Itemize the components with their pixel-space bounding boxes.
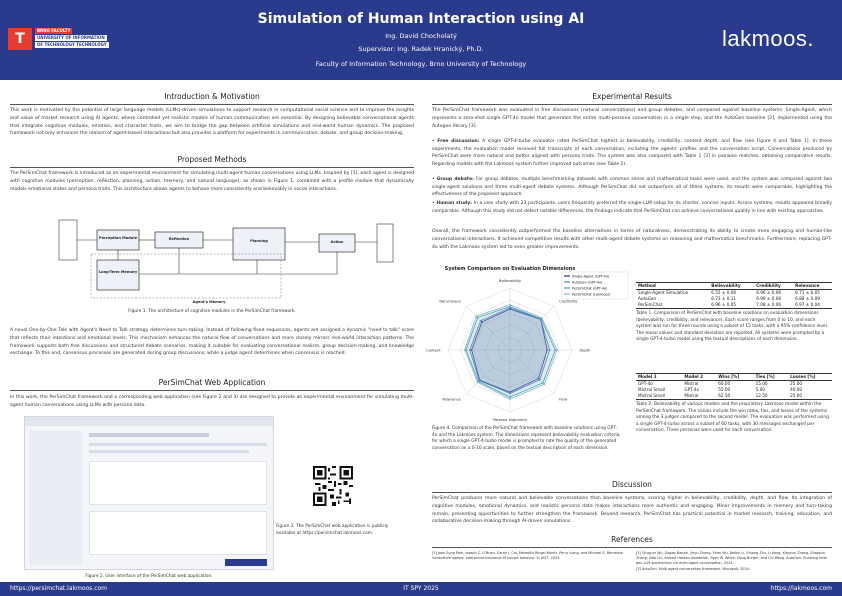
fit-logo-row: OF TECHNOLOGY TECHNOLOGY — [37, 42, 107, 47]
table-2-header-cell: Losses [%] — [790, 374, 816, 379]
planning-label: Planning — [250, 239, 268, 243]
table-row — [636, 302, 832, 309]
table-1-header-cell: Credibility — [756, 283, 781, 288]
table-cell: PerSimChat — [638, 302, 663, 307]
screenshot-topbar — [25, 417, 273, 426]
radar-point — [556, 349, 558, 351]
table-1-header-cell: Believability — [711, 283, 741, 288]
bullet-text: For group debates, multiple benchmarking datasets with common sense and mathematical tasks were used, and the system was compared against two single-agent solutions and three multi-agent debate systems. Although PerSimChat did not outperform all of these systems, its results were comparable, highlighting the effectiveness of the proposed approach. — [432, 177, 832, 197]
table-cell: GPT-4o — [638, 381, 653, 386]
screenshot-panel — [89, 461, 267, 505]
table-2-body — [636, 381, 832, 400]
footer-link-right[interactable]: https://lakmoos.com — [770, 585, 832, 592]
radar-chart — [426, 262, 632, 427]
supervisor: Supervisor: Ing. Radek Hranický, Ph.D. — [358, 45, 484, 53]
bullet-head: Group debate: — [436, 177, 474, 182]
radar-series-line — [465, 305, 557, 399]
legend-label: AutoGen (GPT-4o) — [572, 280, 603, 285]
radar-point — [509, 304, 511, 306]
table-1-caption: Table 1. Comparison of PerSimChat with baseline solutions on evaluation dimensions (believability, credibility, and relevance). Each score ranges from 0 to 10, and each system was run for three rounds using a subset of 15 tasks, with a 95% confidence level. The mean values and standard deviation are reported. All systems were prompted by a single GPT-4-turbo model using the textual descriptions of each dimension. — [636, 311, 829, 343]
table-cell: 40.00 — [790, 387, 803, 392]
radar-axis-label: Content — [426, 348, 441, 353]
radar-point — [509, 398, 511, 400]
radar-point — [475, 315, 477, 317]
table-2-caption: Table 2. Believability of various models and the proprietary Lakmoos model within the PerSimChat framework. The values include the win rates, ties, and losses of the systems among the 3 judges compared to the second model. The evaluation was performed using a single GPT-4-turbo across a subset of 60 tasks, with 30 messages exchanged per conversation. Three personas were used for each conversation. — [636, 402, 829, 434]
table-1 — [636, 282, 832, 309]
table-cell: 6.55 ± 0.06 — [711, 290, 737, 295]
screenshot-line — [89, 450, 249, 453]
methods-text: The PerSimChat framework is introduced as an experimental environment for simulating multi-agent human conversations using LLMs. Inspired by [1], each agent is designed with cognitive modules (perception, reflection, planning, action, memory, and natural language), as shown in Figure 1, combined with a profile module that dynamically models emotional states and persona traits. This architecture allows agents to behave more consistently and believably in social interactions. — [10, 171, 414, 192]
screenshot-line — [89, 443, 267, 446]
table-cell: 6.71 ± 0.05 — [795, 290, 820, 295]
table-cell: 12.50 — [755, 393, 768, 398]
table-cell: 6.99 ± 0.08 — [756, 296, 782, 301]
fit-logo-mark: T — [8, 28, 32, 50]
table-cell: 6.96 ± 0.05 — [711, 302, 737, 307]
chart-legend — [562, 272, 628, 299]
results-intro: The PerSimChat framework was evaluated in free discussions (natural conversations) and group debates, and compared against baseline systems: Single-Agent, which represents a zero-shot single GPT-4o model that generates the entire multi-persona conversation in a single step, and the AutoGen baseline [2], implemented using the Autogen library [3]. — [432, 108, 832, 129]
table-cell: GPT-4o — [684, 387, 700, 392]
table-cell: 62.50 — [718, 393, 731, 398]
table-2-header-cell: Ties [%] — [755, 374, 775, 379]
radar-point — [477, 382, 479, 384]
reference-1: [1] Joon Sung Park, Joseph C. O'Brien, Carrie J. Cai, Meredith Ringel Morris, Percy Liang, and Michael S. Bernstein. Generative agents: Interactive simulacra of human behavior. In UIST, 2023. — [432, 551, 624, 561]
turn-taking-text: A novel One-by-One Talk with Agent's Need to Talk strategy determines turn-taking. Instead of following fixed sequences, agents are assigned a dynamic "need to talk" score that reflects their intentions and emotional levels. This mechanism enhances the natural flow of conversations and more closely mirrors real-world interaction patterns. The framework supports both free discussions and structured debate scenarios, making it suitable for evaluating conversational realism, group decision-making, and knowledge exchange. To this end, consensus processes are generated during group discussions, while a judge agent determines when consensus is reached. — [10, 328, 414, 357]
figure-3-caption: Figure 3. The PerSimChat web application is publicly available at https://persimchat.lakmoos.com. — [276, 524, 389, 536]
radar-axis-label: Depth — [579, 348, 591, 353]
webapp-title: PerSimChat Web Application — [158, 378, 266, 387]
intro-title: Introduction & Motivation — [164, 92, 260, 101]
radar-axis-label: Believability — [498, 279, 522, 284]
radar-point — [543, 383, 545, 385]
figure-1-caption: Figure 1. The architecture of cognitive modules in the PerSimChat framework. — [128, 309, 296, 314]
table-row — [636, 393, 832, 400]
table-cell: 25.00 — [790, 381, 803, 386]
table-cell: Mistral Small — [638, 393, 666, 398]
bullet-free-discussion: • Free discussion: A single GPT-4-turbo evaluator rated PerSimChat highest in believability, credibility, content depth, and flow (see Figure 4 and Table 1). In these experiments, the evaluation model received full transcripts of each conversation, including the agents' profiles and the conversation script. Conversations produced by PerSimChat were more natural and better aligned with persona traits. The system was also compared with Table 1 [3] in pairwise matches, obtaining comparative results. Regarding models with the Lakmoos system further improved outcomes (see Table 2). — [432, 139, 832, 167]
memory-label: Long-Term Memory — [98, 270, 138, 274]
lakmoos-logo: lakmoos. — [721, 26, 814, 51]
agent-memory-label: Agent's Memory — [192, 300, 226, 304]
divider — [432, 104, 832, 105]
table-1-header — [636, 283, 832, 290]
bullet-human-study: • Human study: In a user study with 23 participants, users frequently preferred the single-LLM setup for its shorter, concise inputs. Across systems, results appeared broadly comparable. Although this study did not detect notable differences, the findings indicate that PerSimChat can achieve conversational quality in line with existing approaches. — [432, 201, 833, 214]
table-cell: 6.88 ± 0.09 — [795, 296, 820, 301]
table-cell: Mistral — [684, 393, 699, 398]
footer-center: IT SPY 2025 — [403, 585, 439, 592]
results-title: Experimental Results — [592, 92, 672, 101]
table-cell: 5.00 — [755, 387, 765, 392]
architecture-diagram — [57, 212, 397, 308]
references-title: References — [611, 535, 653, 544]
poster-title: Simulation of Human Interaction using AI — [257, 11, 585, 27]
radar-point — [464, 349, 466, 351]
fit-logo-row: UNIVERSITY OF INFORMATION — [37, 35, 105, 40]
faculty: Faculty of Information Technology, Brno University of Technology — [315, 60, 527, 68]
screenshot-button — [225, 559, 267, 566]
bullet-head: Free discussion: — [437, 139, 480, 144]
figure-4-caption: Figure 4. Comparison of the PerSimChat framework with baseline solutions using GPT-4o and the Lakmoos system. The dimensions represent believability evaluation criteria, for which a single GPT-4-turbo model is prompted to rate the quality of the generated conversation on a 0-10 scale, based on the textual description of each dimension. — [432, 426, 621, 451]
radar-axis-label: Flow — [559, 397, 568, 402]
footer-link-left[interactable]: https://persimchat.lakmoos.com — [10, 585, 108, 592]
perception-module-label: Perception Module — [98, 236, 138, 240]
bullet-text: A single GPT-4-turbo evaluator rated PerSimChat highest in believability, credibility, content depth, and flow (see Figure 4 and Table 1). In these experiments, the evaluation model received full transcripts of each conversation, including the agents' profiles and the conversation script. Conversations produced by PerSimChat were more natural and better aligned with persona traits. The system was also compared with Table 1 [3] in pairwise matches, obtaining comparative results. Regarding models with the Lakmoos system further improved outcomes (see Table 2). — [432, 139, 832, 167]
table-2-header — [636, 374, 832, 381]
chart-title: System Comparison on Evaluation Dimensions — [444, 266, 576, 272]
table-cell: 55.00 — [718, 387, 731, 392]
intro-text: This work is motivated by the potential of large language models (LLMs)-driven simulations to support research in computational social science and to improve the insights and value of market research using AI agents, where controlled yet realistic models of human communication are essential. By designing believable conversational agents that integrate cognitive modules, emotion, and character traits, we aim to bridge the gap between artificial simulations and real-world human dynamics. The proposed framework not only enhances the realism of agent-based interactions but also provides a platform for experiments in communication, debate, and group decision-making. — [10, 108, 414, 137]
legend-label: PerSimChat (Lakmoos) — [572, 292, 611, 297]
radar-axis-label: Credibility — [559, 299, 578, 304]
reflection-label: Reflection — [168, 237, 190, 241]
bullet-head: Human study: — [436, 201, 472, 206]
reference-2: [2] Qingyun Wu, Gagan Bansal, Jieyu Zhang, Yiran Wu, Beibin Li, Erkang Zhu, Li Jiang, Xiaoyun Zhang, Shaokun Zhang, Jiale Liu, Ahmed Hassan Awadallah, Ryen W. White, Doug Burger, and Chi Wang. AutoGen: Enabling next-gen LLM applications via multi-agent conversation, 2023. — [636, 551, 828, 566]
figure-2-caption: Figure 2. User interface of the PerSimChat web application. — [85, 574, 213, 579]
poster-header — [0, 0, 842, 80]
table-1-header-cell: Relevance — [795, 283, 820, 288]
table-cell: 6.73 ± 0.11 — [711, 296, 737, 301]
table-cell: 6.96 ± 0.06 — [756, 290, 782, 295]
table-cell: Mistral Small — [638, 387, 666, 392]
table-cell: 15.00 — [755, 381, 768, 386]
table-1-body — [636, 290, 832, 309]
radar-axis-label: Relevance — [442, 397, 461, 402]
divider — [432, 547, 832, 548]
methods-title: Proposed Methods — [177, 155, 247, 164]
table-2-header-cell: Wins [%] — [718, 374, 740, 379]
discussion-text: PerSimChat produces more natural and believable conversations than baseline systems, scoring higher in believability, credibility, depth, and flow. Its integration of cognitive modules, emotional dynamics, and realistic persona data makes interactions more authentic and engaging. Minor improvements in memory and turn-taking remain, presenting opportunities to further strengthen the framework. Beyond research, PerSimChat has practical potential in market research, training, education, and collaborative decision-making through AI-driven simulations. — [432, 496, 832, 525]
table-cell: Mistral — [684, 381, 699, 386]
divider — [10, 104, 414, 105]
screenshot-line — [89, 433, 209, 437]
table-cell: 25.00 — [790, 393, 803, 398]
table-2 — [636, 373, 832, 400]
divider — [10, 390, 414, 391]
table-cell: AutoGen — [638, 296, 657, 301]
legend-label: PerSimChat (GPT-4o) — [572, 286, 608, 291]
radar-point — [541, 317, 543, 319]
discussion-title: Discussion — [612, 480, 652, 489]
table-cell: 7.08 ± 0.06 — [756, 302, 782, 307]
divider — [10, 167, 414, 168]
table-2-header-cell: Model 2 — [684, 374, 704, 379]
divider — [432, 492, 832, 493]
bullet-group-debate: • Group debate: For group debates, multiple benchmarking datasets with common sense and mathematical tasks were used, and the system was compared against two single-agent solutions and three multi-agent debate systems. Although PerSimChat did not outperform all of these systems, its results were comparable, highlighting the effectiveness of the proposed approach. — [432, 177, 832, 197]
table-cell: 6.97 ± 0.04 — [795, 302, 820, 307]
fit-logo-row: BRNO FACULTY — [37, 28, 71, 33]
table-2-header-cell: Model 1 — [638, 374, 657, 379]
qr-code — [313, 466, 353, 506]
table-cell: 60.00 — [718, 381, 731, 386]
radar-axis-label: Naturalness — [439, 299, 461, 304]
webapp-text: In this work, the PerSimChat framework and a corresponding web application (see Figure 2 and 3) are designed to provide an experimental environment for simulating multi-agent human conversations using LLMs with persona data. — [10, 395, 414, 408]
legend-label: Single-Agent (GPT-4o) — [572, 274, 610, 279]
screenshot-panel — [89, 511, 267, 555]
screenshot-sidebar — [29, 431, 83, 565]
poster-footer — [0, 582, 842, 596]
table-cell: Single-Agent Simulation — [638, 290, 689, 295]
webapp-screenshot — [24, 416, 274, 570]
reference-3: [3] AutoGen. Multi-agent conversation framework. Microsoft, 2024. — [636, 567, 750, 571]
radar-axis-label: Persona Alignment — [493, 417, 527, 422]
bullet-text: In a user study with 23 participants, users frequently preferred the single-LLM setup for its shorter, concise inputs. Across systems, results appeared broadly comparable. Although this study did not detect notable differences, the findings indicate that PerSimChat can achieve conversational quality in line with existing approaches. — [432, 201, 833, 214]
table-1-header-cell: Method — [638, 283, 656, 288]
overall-text: Overall, the framework consistently outperformed the baseline alternatives in terms of naturalness, demonstrating its ability to create more engaging and human-like conversational interactions. It achieved competitive results with other multi-agent debate systems on reasoning and mathematics benchmarks. Furthermore, replacing GPT-4o with the Lakmoos system led to even greater improvements. — [432, 229, 832, 250]
action-label: Action — [330, 240, 344, 244]
author: Ing. David Chocholatý — [385, 32, 457, 40]
figure-1-architecture — [57, 212, 397, 308]
